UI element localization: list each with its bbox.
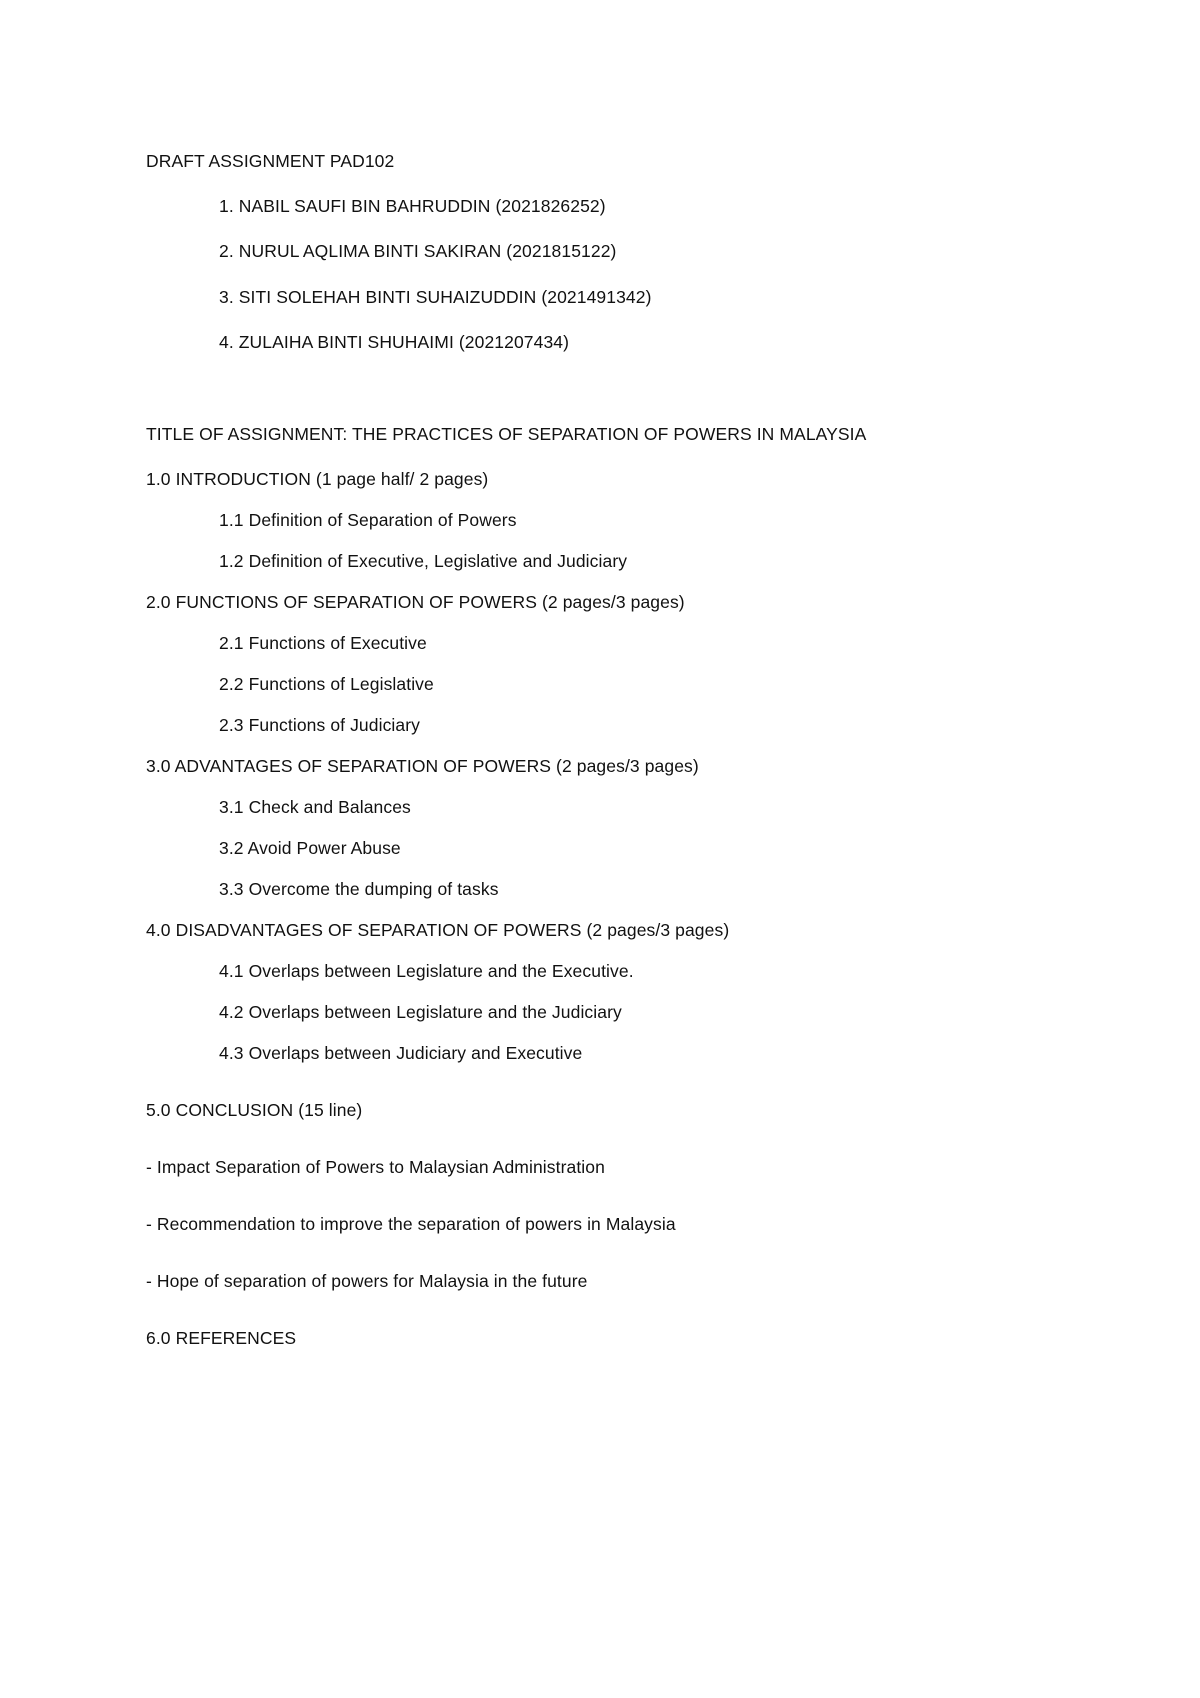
subsection-item: 4.3 Overlaps between Judiciary and Executive xyxy=(219,1043,583,1063)
assignment-title: TITLE OF ASSIGNMENT: THE PRACTICES OF SEPARATION OF POWERS IN MALAYSIA xyxy=(146,424,867,444)
subsection-item: 3.3 Overcome the dumping of tasks xyxy=(219,879,499,899)
references-heading: 6.0 REFERENCES xyxy=(146,1328,297,1348)
conclusion-point: - Recommendation to improve the separation of powers in Malaysia xyxy=(146,1214,676,1234)
conclusion-point: - Hope of separation of powers for Malaysia in the future xyxy=(146,1271,588,1291)
document-heading: DRAFT ASSIGNMENT PAD102 xyxy=(146,151,395,171)
member-item: 4. ZULAIHA BINTI SHUHAIMI (2021207434) xyxy=(219,332,570,352)
subsection-item: 3.2 Avoid Power Abuse xyxy=(219,838,401,858)
section-heading: 1.0 INTRODUCTION (1 page half/ 2 pages) xyxy=(146,469,489,489)
subsection-item: 1.2 Definition of Executive, Legislative and Judiciary xyxy=(219,551,628,571)
conclusion-point: - Impact Separation of Powers to Malaysian Administration xyxy=(146,1157,605,1177)
section-heading: 2.0 FUNCTIONS OF SEPARATION OF POWERS (2 pages/3 pages) xyxy=(146,592,685,612)
subsection-item: 2.3 Functions of Judiciary xyxy=(219,715,421,735)
subsection-item: 3.1 Check and Balances xyxy=(219,797,411,817)
section-heading: 3.0 ADVANTAGES OF SEPARATION OF POWERS (2 pages/3 pages) xyxy=(146,756,699,776)
subsection-item: 2.2 Functions of Legislative xyxy=(219,674,434,694)
subsection-item: 4.2 Overlaps between Legislature and the Judiciary xyxy=(219,1002,622,1022)
subsection-item: 1.1 Definition of Separation of Powers xyxy=(219,510,517,530)
conclusion-heading: 5.0 CONCLUSION (15 line) xyxy=(146,1100,363,1120)
member-item: 2. NURUL AQLIMA BINTI SAKIRAN (2021815122) xyxy=(219,241,617,261)
member-item: 1. NABIL SAUFI BIN BAHRUDDIN (2021826252) xyxy=(219,196,606,216)
section-heading: 4.0 DISADVANTAGES OF SEPARATION OF POWERS (2 pages/3 pages) xyxy=(146,920,730,940)
subsection-item: 2.1 Functions of Executive xyxy=(219,633,427,653)
subsection-item: 4.1 Overlaps between Legislature and the Executive. xyxy=(219,961,634,981)
member-item: 3. SITI SOLEHAH BINTI SUHAIZUDDIN (2021491342) xyxy=(219,287,652,307)
